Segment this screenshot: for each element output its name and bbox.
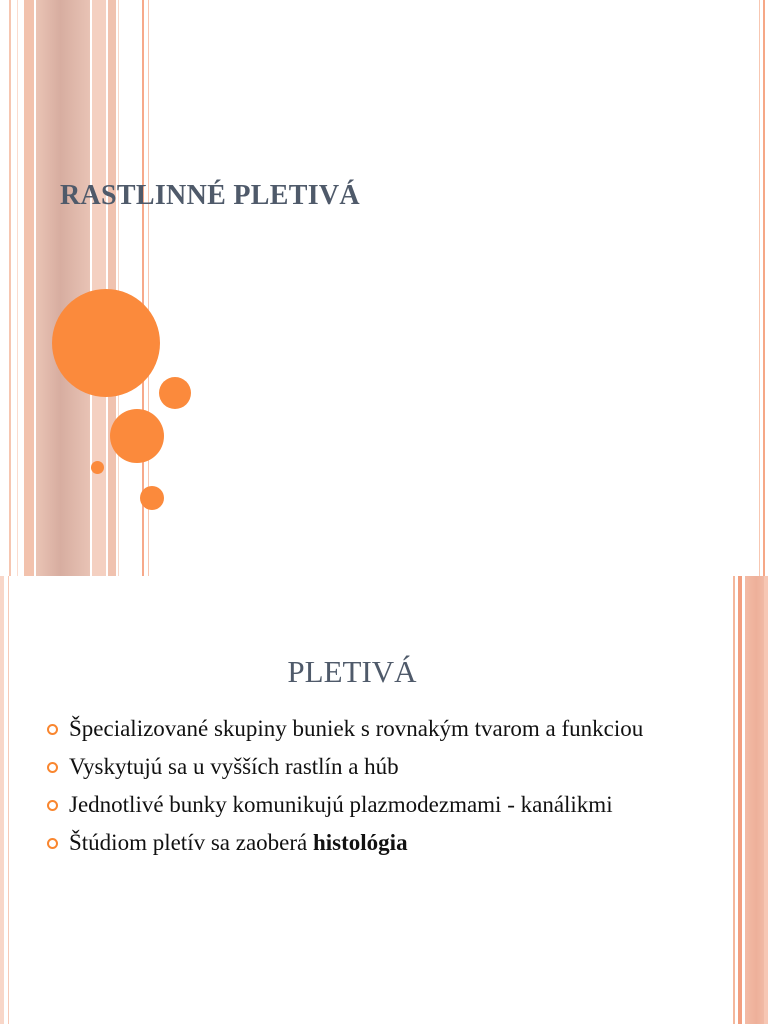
circle-bullet-icon: [47, 800, 58, 811]
bullet-text: Špecializované skupiny buniek s rovnakým tvarom a funkciou: [69, 716, 644, 741]
circle-bullet-icon: [47, 724, 58, 735]
decorative-stripe: [738, 576, 742, 1024]
bullet-item: [44, 752, 684, 782]
decorative-stripe: [733, 576, 735, 1024]
decorative-stripe: [17, 0, 18, 576]
decorative-stripe: [36, 0, 90, 576]
bullet-text: Štúdiom pletív sa zaoberá: [69, 830, 313, 855]
decorative-circle-large: [52, 289, 160, 397]
circle-bullet-icon: [47, 838, 58, 849]
decorative-stripe: [118, 0, 119, 576]
bullet-item: [44, 714, 684, 744]
slide-content: [0, 576, 768, 1024]
bullet-text: Jednotlivé bunky komunikujú plazmodezmami - kanálikmi: [69, 792, 613, 817]
decorative-stripe: [108, 0, 116, 576]
decorative-stripe: [8, 576, 9, 1024]
slide-heading: PLETIVÁ: [287, 654, 417, 689]
bullet-list: [44, 714, 684, 866]
decorative-stripe: [92, 0, 106, 576]
decorative-circle-small: [159, 377, 191, 409]
decorative-stripe: [763, 0, 765, 576]
decorative-circle-medium: [110, 409, 164, 463]
bullet-item: [44, 828, 684, 858]
decorative-stripe: [0, 576, 4, 1024]
bullet-text: Vyskytujú sa u vyšších rastlín a húb: [69, 754, 399, 779]
decorative-stripe: [759, 0, 760, 576]
bullet-item: [44, 790, 684, 820]
decorative-stripe: [764, 576, 768, 1024]
decorative-stripe: [9, 0, 11, 576]
slide-title-text: RASTLINNÉ PLETIVÁ: [60, 180, 360, 211]
bullet-bold-term: histológia: [313, 830, 408, 855]
decorative-circle-small: [140, 486, 164, 510]
circle-bullet-icon: [47, 762, 58, 773]
decorative-circle-tiny: [91, 461, 104, 474]
decorative-stripe: [24, 0, 34, 576]
